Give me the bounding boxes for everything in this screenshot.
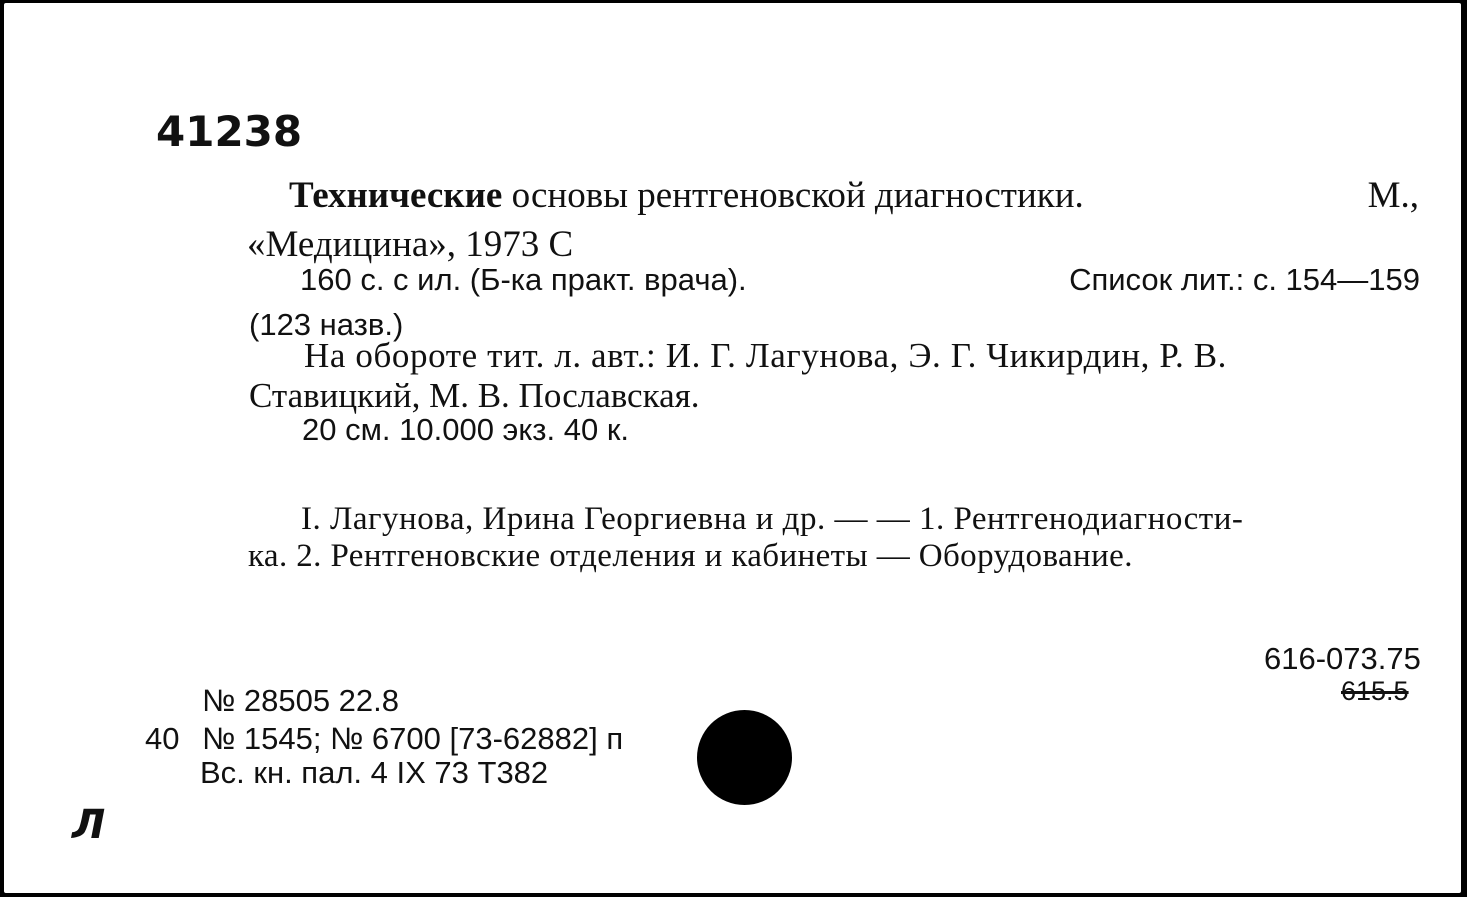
order-line-2: № 1545; № 6700 [73-62882] п — [202, 721, 624, 756]
title-line — [289, 177, 1419, 214]
order-prefix: 40 — [145, 721, 180, 756]
collation-left: 160 с. с ил. (Б-ка практ. врача). — [300, 262, 747, 297]
collation-line — [300, 264, 1420, 295]
size-price: 20 см. 10.000 экз. 40 к. — [302, 412, 629, 447]
title-bold: Технические — [289, 175, 503, 216]
order-line-3: Вс. кн. пал. 4 IX 73 Т382 — [200, 755, 549, 790]
subjects-line-2: ка. 2. Рентгеновские отделения и кабинеты — Оборудование. — [248, 538, 1133, 574]
collation-line-2: (123 назв.) — [249, 307, 404, 342]
place: М., — [1367, 175, 1419, 216]
catalog-card — [4, 3, 1461, 893]
title-text — [289, 177, 1084, 214]
classification-crossed: 615.5 — [1341, 676, 1409, 706]
corner-mark: Л — [72, 802, 106, 848]
publisher-line: «Медицина», 1973 С — [247, 224, 574, 265]
collation-right: Список лит.: с. 154—159 — [1069, 262, 1420, 297]
punch-hole — [697, 710, 792, 805]
order-line-1: № 28505 22.8 — [202, 683, 400, 718]
classification-current: 616-073.75 — [1264, 641, 1421, 676]
subjects-line-1: I. Лагунова, Ирина Георгиевна и др. — — 1. Рентгенодиагности- — [301, 501, 1244, 537]
authors-line-1: На обороте тит. л. авт.: И. Г. Лагунова, Э. Г. Чикирдин, Р. В. — [304, 336, 1228, 375]
authors-line-2: Ставицкий, М. В. Пославская. — [249, 376, 700, 415]
inventory-number: 41238 — [156, 107, 303, 156]
title-rest: основы рентгеновской диагностики. — [502, 175, 1084, 216]
